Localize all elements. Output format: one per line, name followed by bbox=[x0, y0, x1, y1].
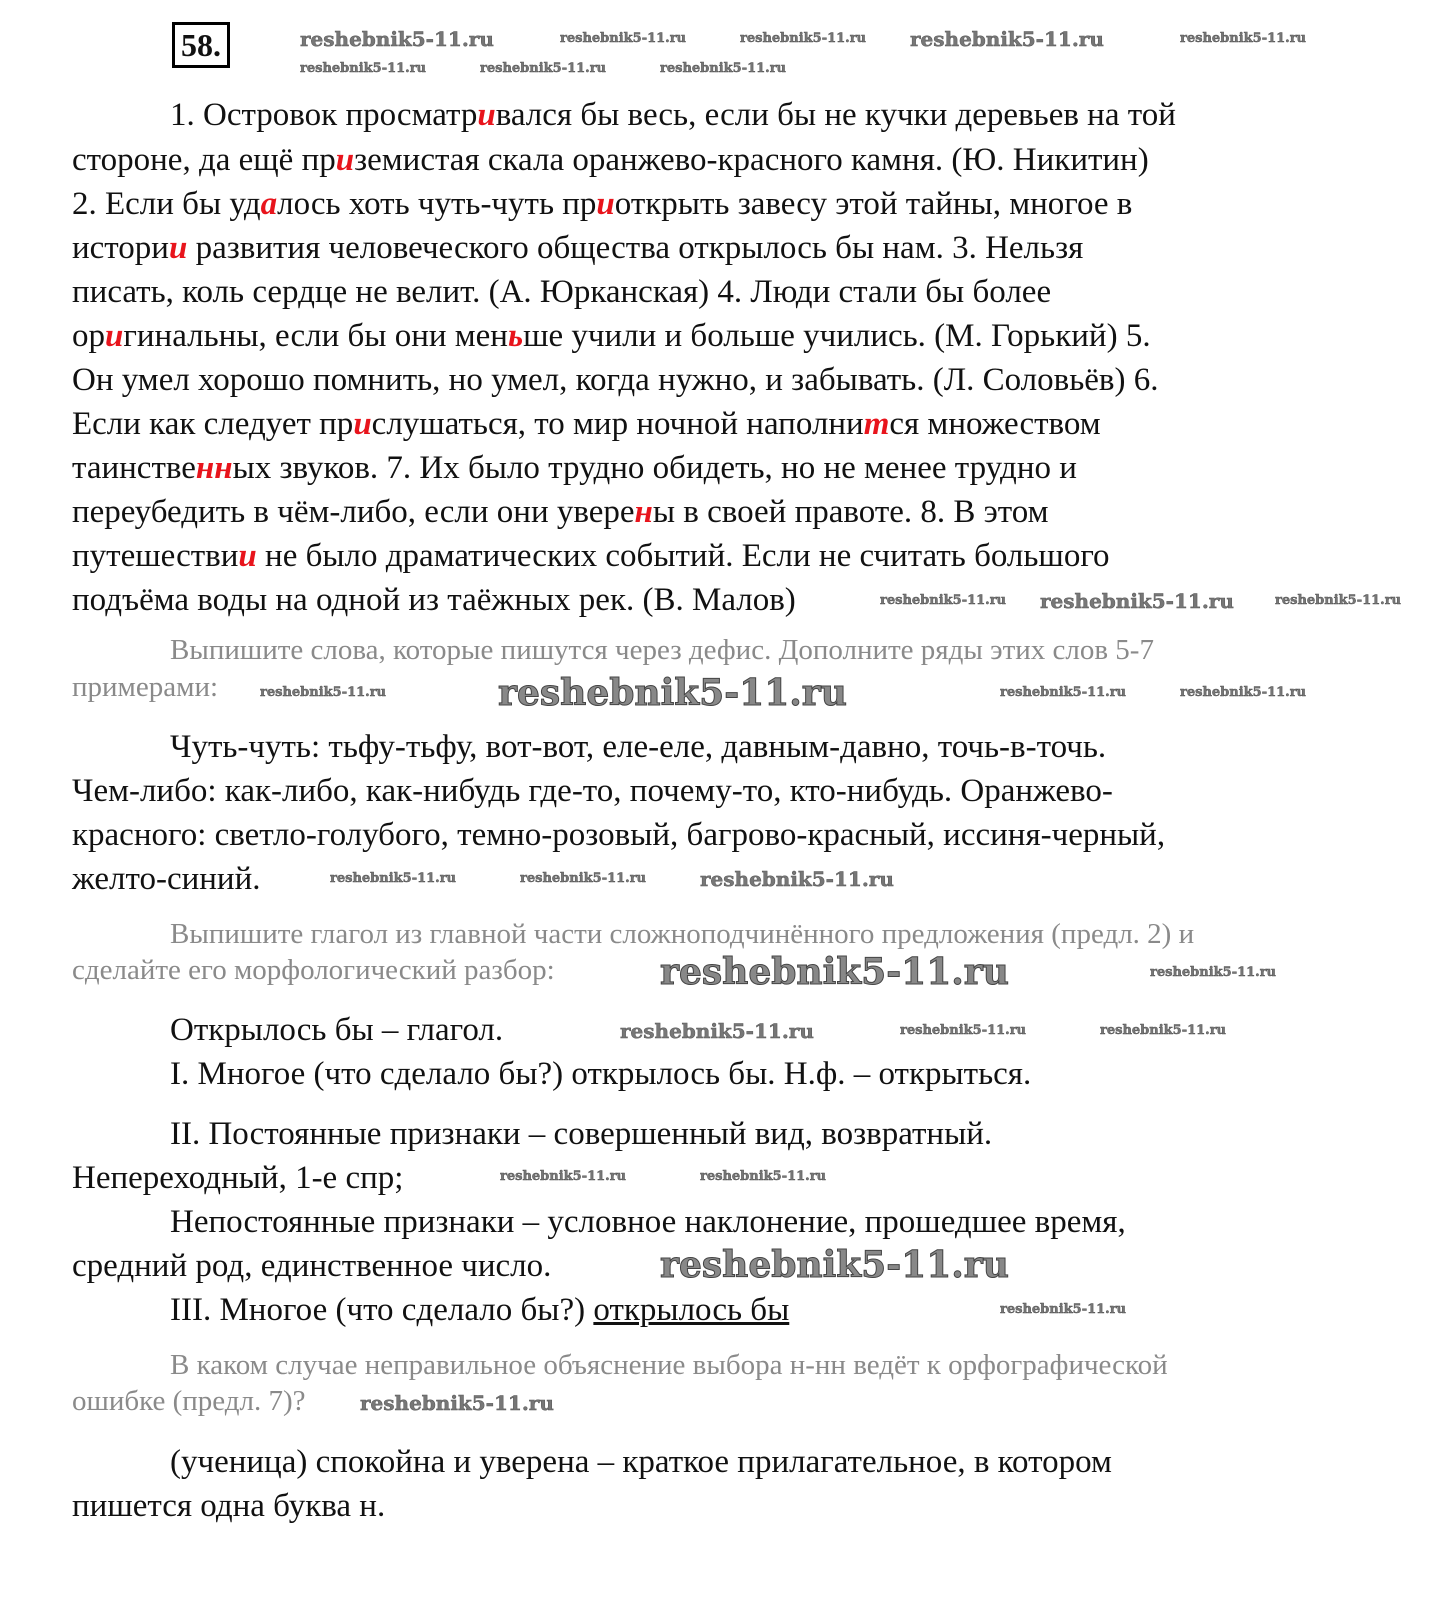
inserted-letter: и bbox=[596, 186, 615, 222]
watermark: reshebnik5-11.ru bbox=[300, 61, 427, 76]
text-segment: не было драматических событий. Если не считать большого bbox=[256, 538, 1110, 574]
text-segment: ы в своей правоте. 8. В этом bbox=[652, 494, 1049, 530]
watermark: reshebnik5-11.ru bbox=[1180, 31, 1307, 46]
watermark: reshebnik5-11.ru bbox=[700, 1169, 827, 1184]
text-segment: вался бы весь, если бы не кучки деревьев на той bbox=[495, 97, 1176, 133]
text-segment: слушаться, то мир ночной наполни bbox=[371, 406, 864, 442]
inserted-letter: н bbox=[634, 494, 653, 530]
text-line bbox=[72, 140, 1149, 180]
answer-1-line-2: Чем-либо: как-либо, как-нибудь где-то, почему-то, кто-нибудь. Оранжево- bbox=[72, 773, 1113, 809]
watermark: reshebnik5-11.ru bbox=[1150, 965, 1277, 980]
answer-3-line-1: (ученица) спокойна и уверена – краткое прилагательное, в котором bbox=[170, 1444, 1112, 1480]
watermark: reshebnik5-11.ru bbox=[480, 61, 607, 76]
task-3-line-1: В каком случае неправильное объяснение выбора н-нн ведёт к орфографической bbox=[170, 1349, 1168, 1381]
text-segment: писать, коль сердце не велит. (А. Юрканская) 4. Люди стали бы более bbox=[72, 274, 1052, 310]
answer-2-line-5: Непостоянные признаки – условное наклонение, прошедшее время, bbox=[170, 1204, 1126, 1240]
watermark: reshebnik5-11.ru bbox=[740, 31, 867, 46]
watermark: reshebnik5-11.ru bbox=[660, 1244, 1009, 1286]
answer-2-line-7 bbox=[170, 1290, 789, 1330]
answer-2-line-2: I. Многое (что сделало бы?) открылось бы. Н.ф. – открыться. bbox=[170, 1056, 1032, 1092]
answer-2-line-7-text: III. Многое (что сделало бы?) bbox=[170, 1292, 594, 1328]
text-line bbox=[72, 448, 1077, 488]
inserted-letter: ь bbox=[507, 318, 524, 354]
text-segment: 2. Если бы уд bbox=[72, 186, 261, 222]
watermark: reshebnik5-11.ru bbox=[620, 1019, 814, 1043]
text-segment: Он умел хорошо помнить, но умел, когда нужно, и забывать. (Л. Соловьёв) 6. bbox=[72, 362, 1159, 398]
watermark: reshebnik5-11.ru bbox=[260, 685, 387, 700]
watermark: reshebnik5-11.ru bbox=[520, 871, 647, 886]
answer-2-line-4: Непереходный, 1-е спр; bbox=[72, 1160, 404, 1196]
text-line bbox=[72, 316, 1151, 356]
text-segment: открыть завесу этой тайны, многое в bbox=[614, 186, 1133, 222]
text-segment: ор bbox=[72, 318, 105, 354]
text-segment: Если как следует пр bbox=[72, 406, 354, 442]
text-segment: истори bbox=[72, 230, 169, 266]
watermark: reshebnik5-11.ru bbox=[330, 871, 457, 886]
watermark: reshebnik5-11.ru bbox=[910, 27, 1104, 51]
text-segment: путешестви bbox=[72, 538, 239, 574]
text-line bbox=[72, 184, 1132, 224]
text-segment: переубедить в чём-либо, если они увере bbox=[72, 494, 635, 530]
watermark: reshebnik5-11.ru bbox=[300, 27, 494, 51]
text-segment: гинальны, если бы они мен bbox=[123, 318, 508, 354]
text-line bbox=[72, 272, 1051, 312]
text-line bbox=[72, 228, 1083, 268]
text-segment: лось хоть чуть-чуть пр bbox=[277, 186, 597, 222]
task-2-line-2: сделайте его морфологический разбор: bbox=[72, 954, 555, 986]
text-line bbox=[72, 492, 1049, 532]
watermark: reshebnik5-11.ru bbox=[900, 1023, 1027, 1038]
text-segment: 1. Островок просматр bbox=[170, 97, 478, 133]
inserted-letter: а bbox=[260, 186, 278, 222]
text-segment: развития человеческого общества открылось бы нам. 3. Нельзя bbox=[187, 230, 1084, 266]
task-1-line-1: Выпишите слова, которые пишутся через дефис. Дополните ряды этих слов 5-7 bbox=[170, 634, 1154, 666]
watermark: reshebnik5-11.ru bbox=[498, 672, 847, 714]
watermark: reshebnik5-11.ru bbox=[700, 867, 894, 891]
watermark: reshebnik5-11.ru bbox=[1000, 1302, 1127, 1317]
inserted-letter: и bbox=[335, 142, 355, 178]
text-line bbox=[170, 95, 1176, 135]
text-segment: ше учили и больше учились. (М. Горький) 5. bbox=[523, 318, 1151, 354]
watermark: reshebnik5-11.ru bbox=[1275, 593, 1402, 608]
task-3-line-2: ошибке (предл. 7)? bbox=[72, 1385, 306, 1417]
answer-2-line-1: Открылось бы – глагол. bbox=[170, 1012, 504, 1048]
watermark: reshebnik5-11.ru bbox=[660, 951, 1009, 993]
answer-2-line-6: средний род, единственное число. bbox=[72, 1248, 552, 1284]
watermark: reshebnik5-11.ru bbox=[880, 593, 1007, 608]
watermark: reshebnik5-11.ru bbox=[1180, 685, 1307, 700]
text-segment: земистая скала оранжево-красного камня. (Ю. Никитин) bbox=[354, 142, 1149, 178]
underlined-predicate: открылось бы bbox=[593, 1292, 790, 1328]
inserted-letter: нн bbox=[195, 450, 233, 486]
inserted-letter: и bbox=[168, 230, 188, 266]
watermark: reshebnik5-11.ru bbox=[660, 61, 787, 76]
watermark: reshebnik5-11.ru bbox=[1100, 1023, 1227, 1038]
inserted-letter: и bbox=[105, 318, 124, 354]
inserted-letter: и bbox=[477, 97, 496, 133]
text-segment: подъёма воды на одной из таёжных рек. (В. Малов) bbox=[72, 582, 796, 618]
watermark: reshebnik5-11.ru bbox=[1000, 685, 1127, 700]
text-segment: стороне, да ещё пр bbox=[72, 142, 336, 178]
inserted-letter: и bbox=[353, 406, 372, 442]
task-1-line-2: примерами: bbox=[72, 671, 219, 703]
text-segment: ся множеством bbox=[889, 406, 1101, 442]
answer-3-line-2: пишется одна буква н. bbox=[72, 1488, 386, 1524]
text-line bbox=[72, 360, 1159, 400]
answer-1-line-4: желто-синий. bbox=[72, 861, 261, 897]
watermark: reshebnik5-11.ru bbox=[500, 1169, 627, 1184]
text-line bbox=[72, 536, 1110, 576]
text-line bbox=[72, 404, 1101, 444]
text-segment: таинстве bbox=[72, 450, 196, 486]
watermark: reshebnik5-11.ru bbox=[360, 1391, 554, 1415]
text-line bbox=[72, 580, 796, 620]
answer-1-line-1: Чуть-чуть: тьфу-тьфу, вот-вот, еле-еле, давным-давно, точь-в-точь. bbox=[170, 729, 1107, 765]
watermark: reshebnik5-11.ru bbox=[1040, 589, 1234, 613]
watermark: reshebnik5-11.ru bbox=[560, 31, 687, 46]
answer-1-line-3: красного: светло-голубого, темно-розовый, багрово-красный, иссиня-черный, bbox=[72, 817, 1166, 853]
answer-2-line-3: II. Постоянные признаки – совершенный вид, возвратный. bbox=[170, 1116, 993, 1152]
task-2-line-1: Выпишите глагол из главной части сложноподчинённого предложения (предл. 2) и bbox=[170, 918, 1195, 950]
inserted-letter: и bbox=[238, 538, 257, 574]
inserted-letter: т bbox=[863, 406, 890, 442]
exercise-number: 58. bbox=[172, 22, 230, 68]
text-segment: ых звуков. 7. Их было трудно обидеть, но не менее трудно и bbox=[232, 450, 1077, 486]
